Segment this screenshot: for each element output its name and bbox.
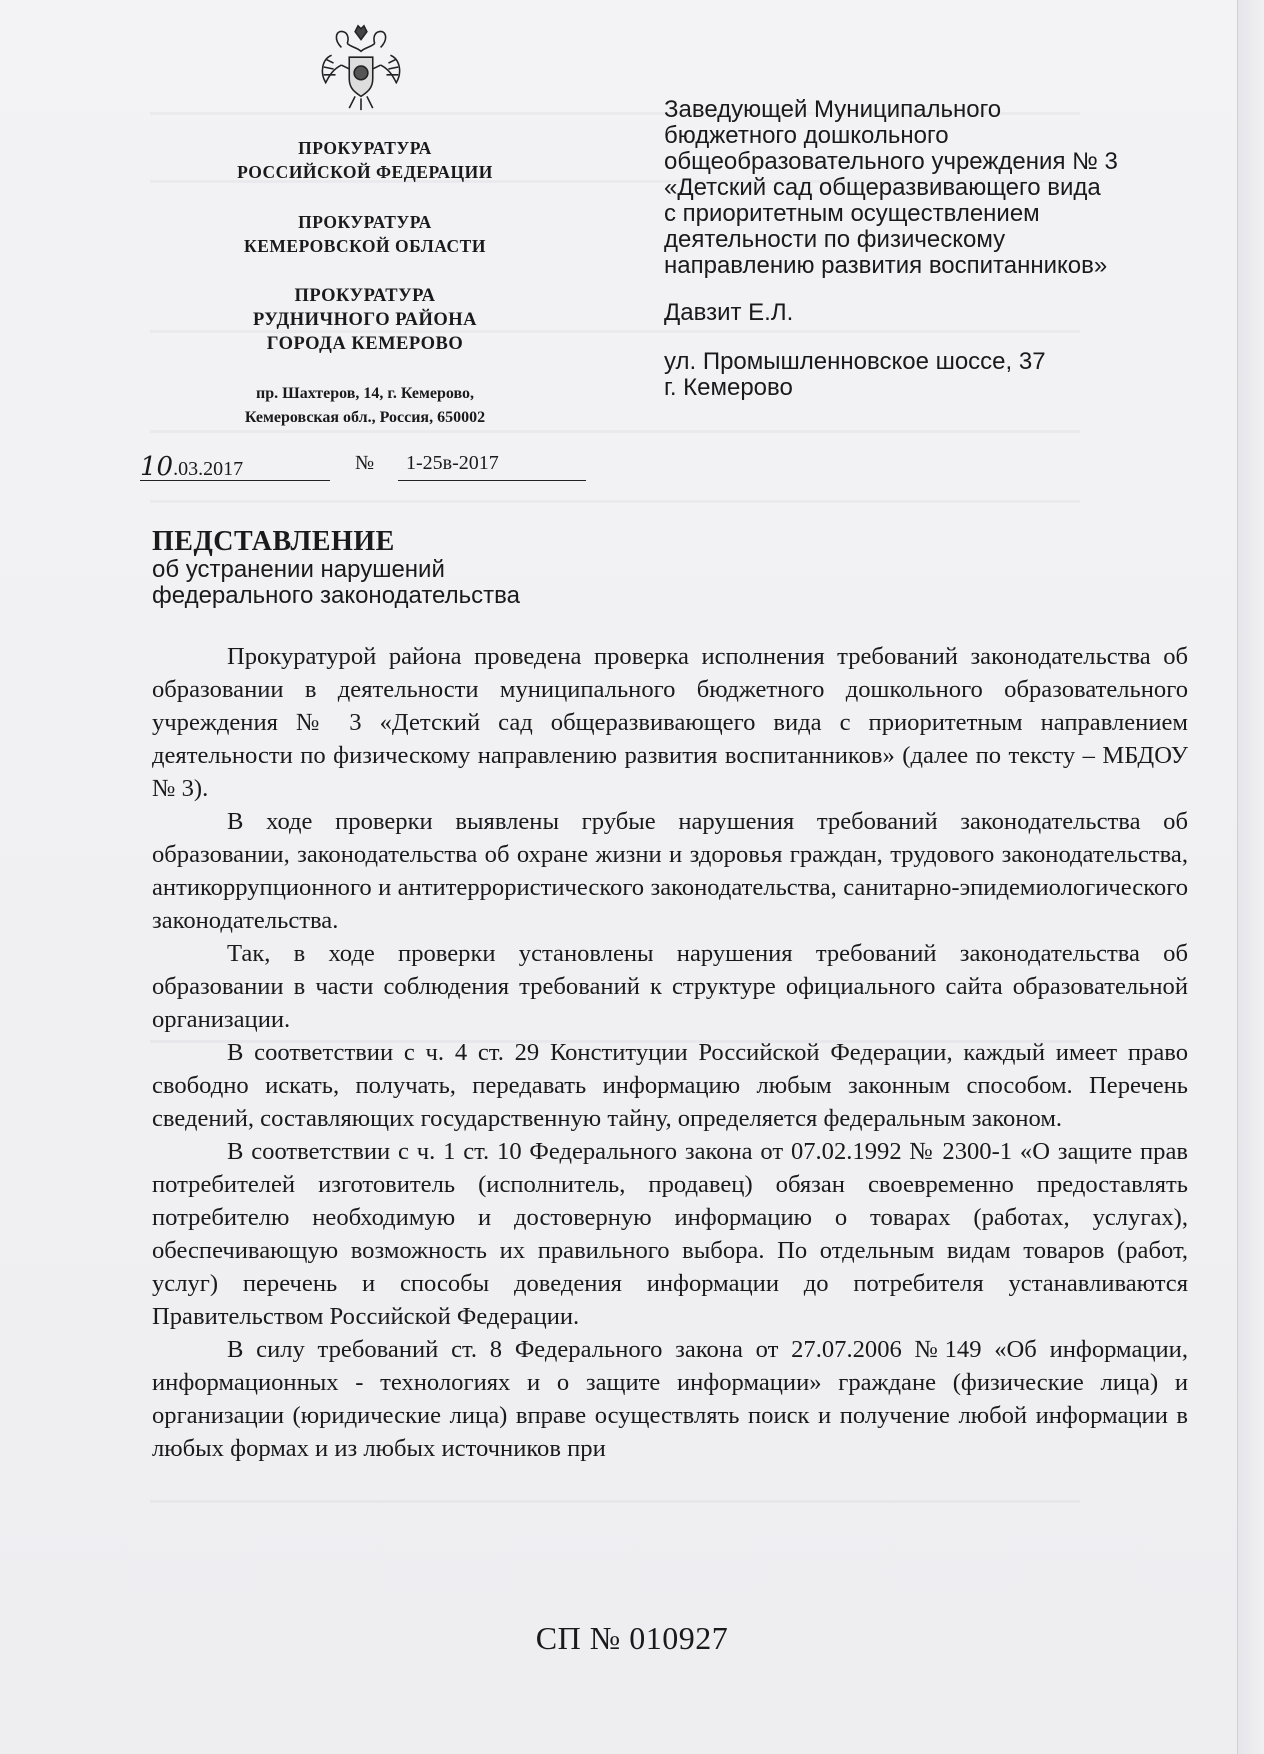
city-line: г. Кемерово (664, 374, 793, 401)
bleed-line (150, 500, 1080, 503)
addressee-line: бюджетного дошкольного (664, 122, 949, 149)
document-title: ПЕДСТАВЛЕНИЕ (152, 526, 395, 557)
street-line: ул. Промышленновское шоссе, 37 (664, 348, 1046, 375)
sender-address (190, 382, 540, 430)
subtitle-line: федерального законодательства (152, 582, 520, 609)
registration-date (140, 452, 330, 481)
body-paragraph: В ходе проверки выявлены грубые нарушения требований законодательства об образовании, законодательства об охране жизни и здоровья граждан, трудового законодательства, антикоррупционного и антитеррористического законодательства, санитарно-эпидемиологического законодательства. (152, 808, 1188, 934)
org-line: ПРОКУРАТУРА (298, 212, 432, 232)
body-paragraph: В соответствии с ч. 4 ст. 29 Конституции Российской Федерации, каждый имеет право свободно искать, получать, передавать информацию любым законным способом. Перечень сведений, составляющих государственную тайну, определяется федеральным законом. (152, 1039, 1188, 1132)
org-line: КЕМЕРОВСКОЙ ОБЛАСТИ (244, 236, 486, 256)
page-edge (1237, 0, 1264, 1754)
address-line: пр. Шахтеров, 14, г. Кемерово, (256, 385, 474, 402)
org-line: ГОРОДА КЕМЕРОВО (266, 334, 464, 354)
org-line: РУДНИЧНОГО РАЙОНА (252, 310, 478, 330)
org-line: ПРОКУРАТУРА (298, 138, 432, 158)
addressee-line: деятельности по физическому (664, 226, 1006, 253)
body-paragraph: Прокуратурой района проведена проверка исполнения требований законодательства об образовании в деятельности муниципального бюджетного дошкольного образовательного учреждения № 3 «Детский сад общеразвивающего вида с приоритетным направлением деятельности по физическому направлению развития воспитанников» (далее по тексту – МБДОУ № 3). (152, 643, 1188, 802)
addressee-name: Давзит Е.Л. (664, 299, 794, 326)
body-paragraph: В соответствии с ч. 1 ст. 10 Федерального закона от 07.02.1992 № 2300-1 «О защите прав потребителей изготовитель (исполнитель, продавец) обязан своевременно предоставлять потребителю необходимую и достоверную информацию о товарах (работах, услугах), обеспечивающую возможность их правильного выбора. По отдельным видам товаров (работ, услуг) перечень и способы доведения информации до потребителя устанавливаются Правительством Российской Федерации. (152, 1138, 1188, 1330)
subtitle-line: об устранении нарушений (152, 556, 445, 583)
document-subtitle (152, 557, 520, 609)
org-block-russian-federation (190, 136, 540, 184)
bleed-line (150, 1500, 1080, 1503)
bleed-line (150, 430, 1080, 433)
addressee-line: «Детский сад общеразвивающего вида (664, 174, 1101, 201)
document-body (152, 640, 1188, 1465)
org-line: ПРОКУРАТУРА (294, 286, 436, 306)
addressee-line: общеобразовательного учреждения № 3 (664, 148, 1118, 175)
body-paragraph: Так, в ходе проверки установлены нарушения требований законодательства об образовании в части соблюдения требований к структуре официального сайта образовательной организации. (152, 940, 1188, 1033)
address-line: Кемеровская обл., Россия, 650002 (244, 409, 486, 426)
body-paragraph: В силу требований ст. 8 Федерального закона от 27.07.2006 №149 «Об информации, информационных - технологиях и о защите информации» граждане (физические лица) и организации (юридические лица) вправе осуществлять поиск и получение любой информации в любых формах и из любых источников при (152, 1336, 1188, 1462)
addressee-block (664, 97, 1184, 279)
addressee-line: направлению развития воспитанников» (664, 252, 1108, 279)
addressee-line: с приоритетным осуществлением (664, 200, 1040, 227)
serial-number-footer: СП № 010927 (535, 1620, 729, 1656)
org-line: РОССИЙСКОЙ ФЕДЕРАЦИИ (237, 162, 493, 182)
addressee-line: Заведующей Муниципального (664, 96, 1002, 123)
addressee-street (664, 349, 1046, 401)
registration-number: 1-25в-2017 (398, 452, 586, 481)
double-headed-eagle-emblem-icon (312, 18, 410, 116)
org-block-kemerovo-region (190, 210, 540, 258)
number-label: № (355, 452, 375, 474)
org-block-rudnichny-district (190, 284, 540, 356)
handwritten-day: 10 (140, 452, 174, 482)
printed-date: .03.2017 (173, 458, 244, 480)
